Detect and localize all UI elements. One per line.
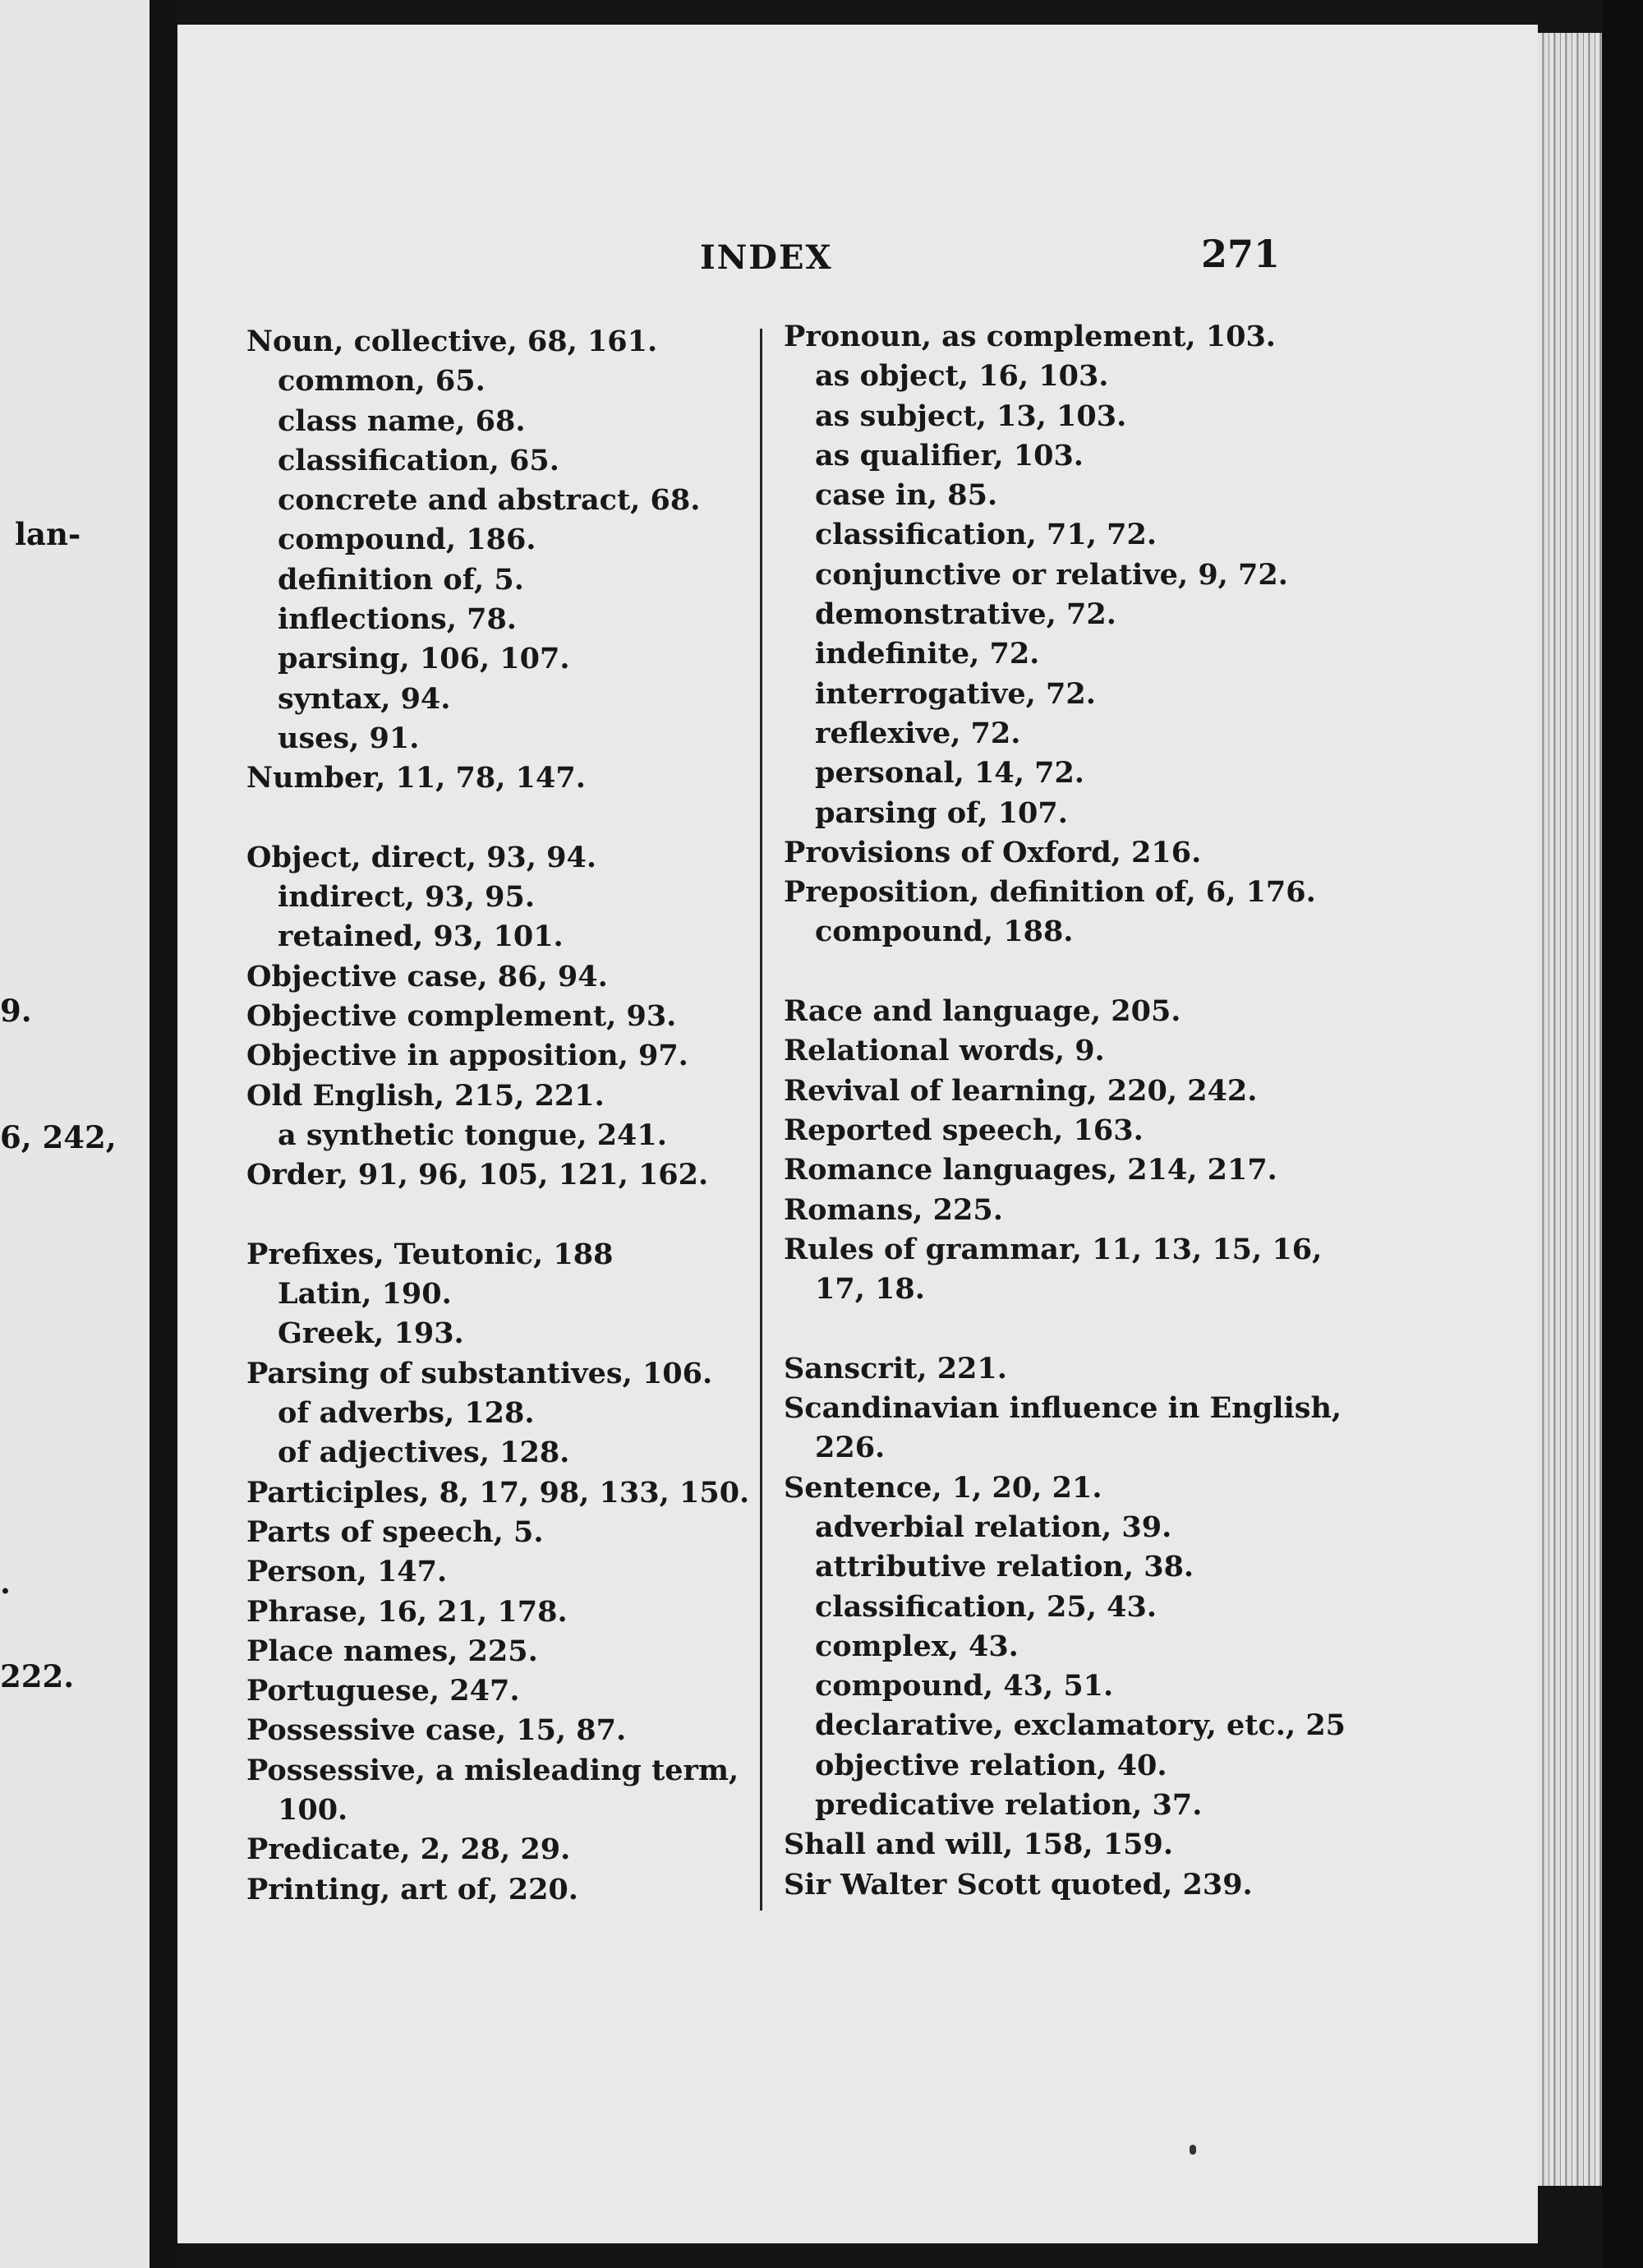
index-subentry: declarative, exclamatory, etc., 25 — [815, 1708, 1346, 1743]
page-number: 271 — [1201, 232, 1281, 276]
index-entry: Shall and will, 158, 159. — [784, 1828, 1174, 1862]
index-subentry: objective relation, 40. — [815, 1748, 1167, 1782]
index-subentry: class name, 68. — [278, 403, 526, 438]
index-entry: Sanscrit, 221. — [784, 1351, 1007, 1385]
index-entry: Prefixes, Teutonic, 188 — [246, 1237, 614, 1271]
index-subentry: interrogative, 72. — [815, 676, 1096, 711]
index-subentry: compound, 188. — [815, 915, 1074, 949]
prev-page-fragment: lan- — [15, 516, 81, 552]
index-subentry: inflections, 78. — [278, 602, 517, 637]
index-subentry: 100. — [278, 1792, 348, 1827]
index-subentry: syntax, 94. — [278, 681, 451, 716]
index-subentry: common, 65. — [278, 364, 486, 399]
index-entry: Sir Walter Scott quoted, 239. — [784, 1867, 1253, 1902]
index-subentry: definition of, 5. — [278, 562, 524, 597]
index-entry: Person, 147. — [246, 1555, 448, 1589]
index-subentry: compound, 43, 51. — [815, 1669, 1114, 1703]
index-entry: Possessive, a misleading term, — [246, 1753, 739, 1787]
index-gap — [784, 1309, 1326, 1348]
prev-page-fragment: 6, 242, — [0, 1119, 117, 1155]
index-entry: Noun, collective, 68, 161. — [246, 325, 658, 358]
index-subentry: of adjectives, 128. — [278, 1436, 570, 1470]
index-entry: Objective in apposition, 97. — [246, 1039, 688, 1073]
index-entry: Provisions of Oxford, 216. — [784, 835, 1202, 869]
prev-page-fragment: 9. — [0, 993, 32, 1029]
index-entry: Objective complement, 93. — [246, 999, 677, 1034]
book-gutter — [150, 0, 177, 2268]
index-entry: Scandinavian influence in English, — [784, 1391, 1342, 1426]
index-subentry: conjunctive or relative, 9, 72. — [815, 557, 1288, 592]
index-subentry: predicative relation, 37. — [815, 1787, 1203, 1822]
index-subentry: retained, 93, 101. — [278, 920, 564, 954]
index-subentry: Greek, 193. — [278, 1316, 464, 1351]
ink-mark — [1190, 2145, 1196, 2155]
index-gap — [246, 799, 756, 838]
index-subentry: complex, 43. — [815, 1629, 1019, 1663]
index-subentry: classification, 65. — [278, 443, 559, 477]
index-entry: Pronoun, as complement, 103. — [784, 320, 1276, 353]
index-entry: Object, direct, 93, 94. — [246, 840, 597, 874]
index-subentry: indirect, 93, 95. — [278, 880, 536, 915]
index-subentry: attributive relation, 38. — [815, 1550, 1194, 1584]
running-head: INDEX — [700, 238, 833, 277]
index-subentry: a synthetic tongue, 241. — [278, 1118, 667, 1152]
index-subentry: indefinite, 72. — [815, 637, 1040, 671]
index-subentry: reflexive, 72. — [815, 716, 1021, 750]
index-entry: Parts of speech, 5. — [246, 1514, 544, 1549]
index-entry: Relational words, 9. — [784, 1034, 1105, 1068]
index-entry: Rules of grammar, 11, 13, 15, 16, — [784, 1232, 1323, 1266]
background-edge — [1602, 0, 1643, 2268]
page-stack-edge — [1538, 33, 1602, 2186]
index-subentry: case in, 85. — [815, 478, 998, 513]
index-entry: Sentence, 1, 20, 21. — [784, 1470, 1102, 1505]
index-subentry: Latin, 190. — [278, 1277, 452, 1311]
index-subentry: as subject, 13, 103. — [815, 399, 1127, 433]
index-entry: Romans, 225. — [784, 1192, 1003, 1227]
index-subentry: classification, 71, 72. — [815, 518, 1157, 552]
index-subentry: personal, 14, 72. — [815, 756, 1084, 791]
index-subentry: parsing, 106, 107. — [278, 642, 570, 676]
index-entry: Phrase, 16, 21, 178. — [246, 1594, 568, 1629]
index-subentry: uses, 91. — [278, 721, 420, 755]
index-entry: Old English, 215, 221. — [246, 1078, 605, 1113]
index-entry: Printing, art of, 220. — [246, 1872, 578, 1906]
index-entry: Place names, 225. — [246, 1634, 538, 1668]
column-rule — [760, 329, 762, 1911]
index-entry: Number, 11, 78, 147. — [246, 761, 586, 795]
index-entry: Participles, 8, 17, 98, 133, 150. — [246, 1475, 750, 1510]
index-entry: Objective case, 86, 94. — [246, 959, 608, 993]
index-subentry: 226. — [815, 1431, 886, 1465]
index-entry: Preposition, definition of, 6, 176. — [784, 875, 1316, 910]
index-column-right — [784, 317, 1346, 1905]
index-gap — [784, 952, 1326, 992]
index-entry: Parsing of substantives, 106. — [246, 1356, 713, 1390]
index-subentry: classification, 25, 43. — [815, 1589, 1157, 1624]
index-subentry: parsing of, 107. — [815, 795, 1068, 830]
index-gap — [246, 1196, 756, 1235]
index-entry: Order, 91, 96, 105, 121, 162. — [246, 1158, 709, 1192]
index-column-left — [246, 322, 756, 1910]
index-subentry: adverbial relation, 39. — [815, 1510, 1172, 1544]
index-entry: Revival of learning, 220, 242. — [784, 1073, 1258, 1108]
index-entry: Reported speech, 163. — [784, 1113, 1144, 1147]
index-subentry: demonstrative, 72. — [815, 597, 1116, 632]
index-subentry: as object, 16, 103. — [815, 359, 1109, 394]
index-entry: Possessive case, 15, 87. — [246, 1713, 627, 1748]
index-subentry: compound, 186. — [278, 523, 536, 557]
prev-page-fragment: 222. — [0, 1658, 75, 1694]
index-subentry: 17, 18. — [815, 1272, 925, 1307]
index-subentry: concrete and abstract, 68. — [278, 483, 701, 518]
prev-page-fragment: . — [0, 1565, 11, 1601]
index-subentry: of adverbs, 128. — [278, 1396, 535, 1431]
previous-page-edge — [0, 0, 150, 2268]
index-entry: Romance languages, 214, 217. — [784, 1153, 1277, 1187]
index-subentry: as qualifier, 103. — [815, 438, 1084, 472]
index-entry: Portuguese, 247. — [246, 1674, 520, 1708]
index-entry: Predicate, 2, 28, 29. — [246, 1832, 571, 1867]
index-entry: Race and language, 205. — [784, 994, 1181, 1029]
